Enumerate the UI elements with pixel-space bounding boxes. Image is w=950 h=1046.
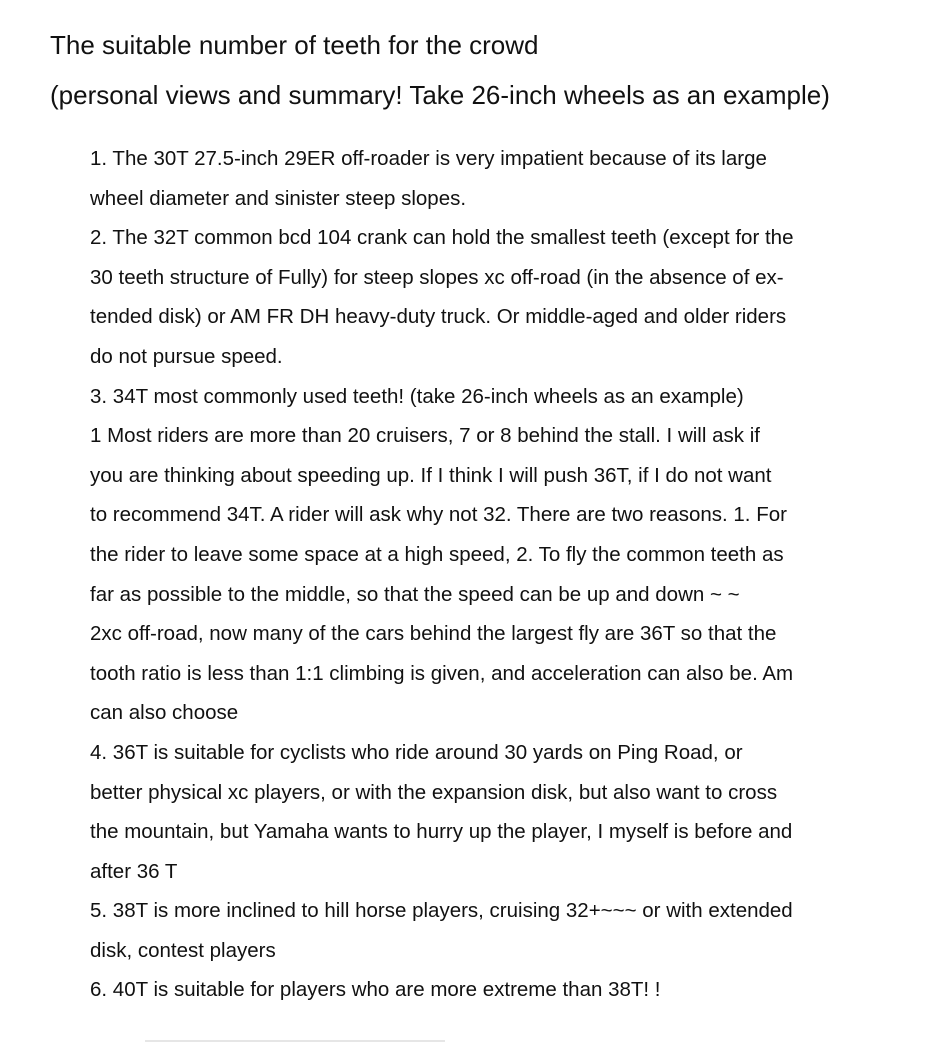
body-line: the rider to leave some space at a high speed, 2. To fly the common teeth as (90, 542, 784, 566)
body-line: 30 teeth structure of Fully) for steep slopes xc off-road (in the absence of ex- (90, 265, 784, 289)
body-line: after 36 T (90, 859, 178, 883)
body-line: can also choose (90, 701, 239, 725)
body-line: 4. 36T is suitable for cyclists who ride around 30 yards on Ping Road, or (90, 740, 743, 764)
body-line: 6. 40T is suitable for players who are more extreme than 38T! ! (90, 978, 661, 1002)
title-block (50, 20, 930, 120)
body-line: 2. The 32T common bcd 104 crank can hold the smallest teeth (except for the (90, 226, 794, 250)
body-line: better physical xc players, or with the expansion disk, but also want to cross (90, 780, 778, 804)
body-line: far as possible to the middle, so that the speed can be up and down ~ ~ (90, 582, 740, 606)
bottom-divider (145, 1040, 445, 1042)
body-line: 1. The 30T 27.5-inch 29ER off-roader is very impatient because of its large (90, 147, 767, 170)
body-line: do not pursue speed. (90, 344, 283, 368)
body-line: 5. 38T is more inclined to hill horse players, cruising 32+~~~ or with extended (90, 899, 793, 923)
body-line: 2xc off-road, now many of the cars behind the largest fly are 36T so that the (90, 622, 777, 646)
body-line: disk, contest players (90, 938, 276, 962)
body-line: 1 Most riders are more than 20 cruisers, 7 or 8 behind the stall. I will ask if (90, 424, 760, 448)
body-text (90, 139, 890, 1010)
title-line-1: The suitable number of teeth for the crowd (50, 30, 539, 60)
body-line: wheel diameter and sinister steep slopes. (90, 186, 467, 210)
body-line: the mountain, but Yamaha wants to hurry up the player, I myself is before and (90, 820, 793, 844)
body-line: tended disk) or AM FR DH heavy-duty truck. Or middle-aged and older riders (90, 305, 787, 329)
body-line: tooth ratio is less than 1:1 climbing is given, and acceleration can also be. Am (90, 661, 794, 685)
body-line: you are thinking about speeding up. If I think I will push 36T, if I do not want (90, 463, 772, 487)
body-line: to recommend 34T. A rider will ask why not 32. There are two reasons. 1. For (90, 503, 787, 527)
body-line: 3. 34T most commonly used teeth! (take 26-inch wheels as an example) (90, 384, 744, 408)
title-line-2: (personal views and summary! Take 26-inch wheels as an example) (50, 80, 830, 110)
